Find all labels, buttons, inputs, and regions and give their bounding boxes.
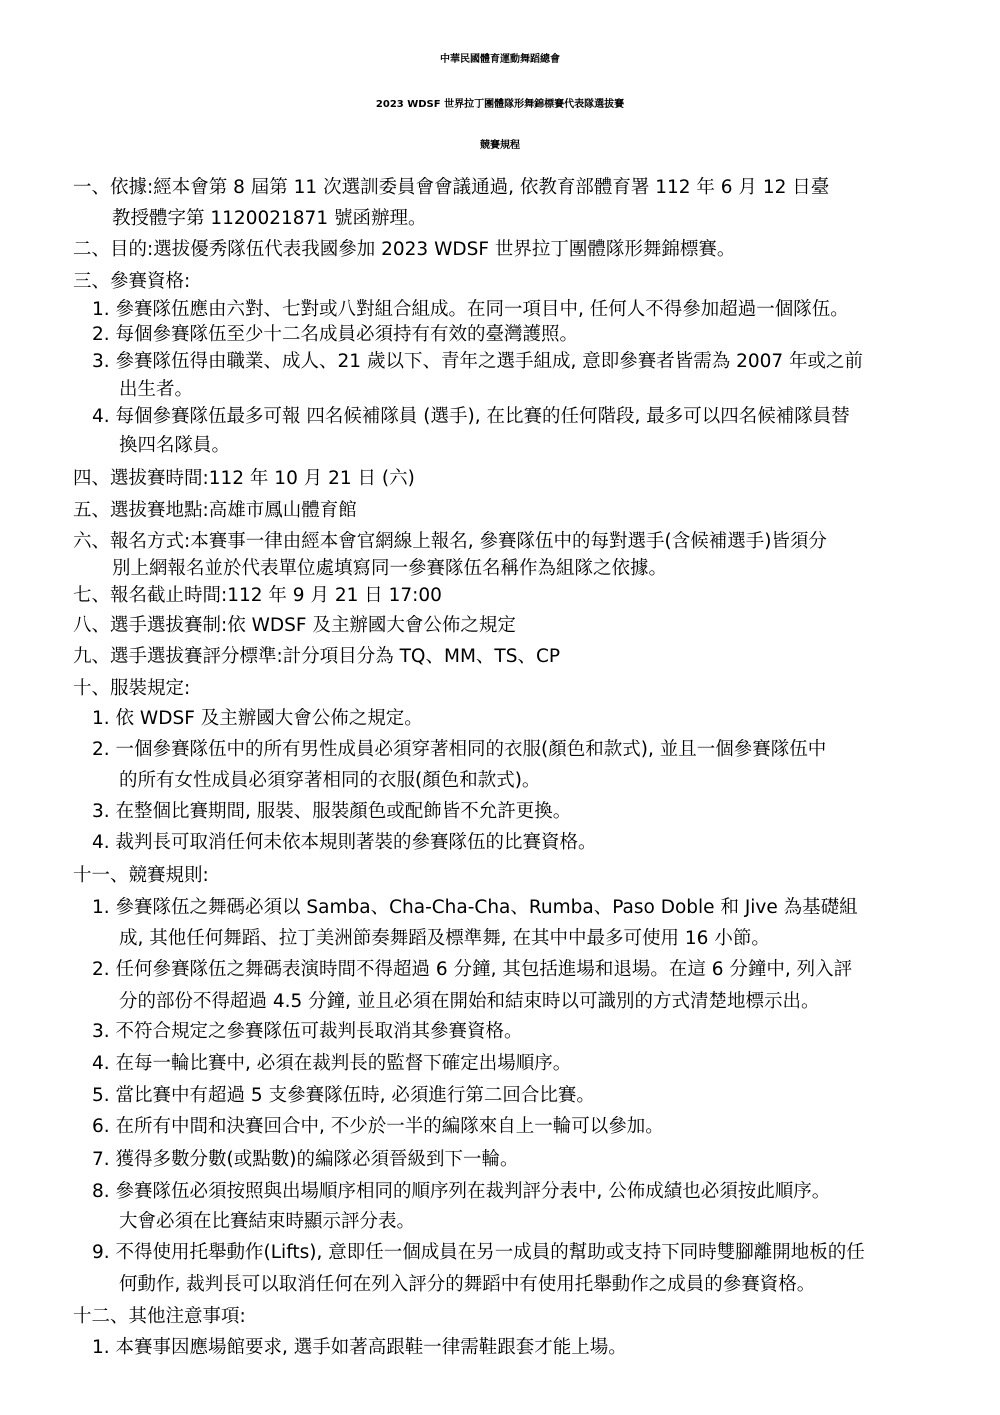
section-11-item-2-line-2: 分的部份不得超過 4.5 分鐘, 並且必須在開始和結束時以可識別的方式清楚地標示出。 [119,991,820,1012]
section-6-line-1: 六、報名方式:本賽事一律由經本會官網線上報名, 參賽隊伍中的每對選手(含候補選手)皆須分 [73,531,827,552]
section-11-item-9-line-2: 何動作, 裁判長可以取消任何在列入評分的舞蹈中有使用托舉動作之成員的參賽資格。 [119,1274,816,1295]
section-1-line-1: 一、依據:經本會第 8 屆第 11 次選訓委員會會議通過, 依教育部體育署 112 年 6 月 12 日臺 [73,177,830,198]
section-11-item-1-line-1: 1. 參賽隊伍之舞碼必須以 Samba、Cha-Cha-Cha、Rumba、Paso Doble 和 Jive 為基礎組 [92,897,858,918]
section-10-item-4: 4. 裁判長可取消任何未依本規則著裝的參賽隊伍的比賽資格。 [92,832,597,853]
section-3-item-3-line-2: 出生者。 [119,379,194,400]
section-8: 八、選手選拔賽制:依 WDSF 及主辦國大會公佈之規定 [73,615,516,636]
section-10-item-1: 1. 依 WDSF 及主辦國大會公佈之規定。 [92,708,423,729]
doc-title: 競賽規程 [480,140,520,151]
section-11-item-4: 4. 在每一輪比賽中, 必須在裁判長的監督下確定出場順序。 [92,1053,572,1074]
section-3-item-3-line-1: 3. 參賽隊伍得由職業、成人、21 歲以下、青年之選手組成, 意即參賽者皆需為 2007 年或之前 [92,351,864,372]
section-3-item-2: 2. 每個參賽隊伍至少十二名成員必須持有有效的臺灣護照。 [92,324,579,345]
section-11-item-5: 5. 當比賽中有超過 5 支參賽隊伍時, 必須進行第二回合比賽。 [92,1085,595,1106]
section-10-item-2-line-2: 的所有女性成員必須穿著相同的衣服(顏色和款式)。 [119,770,541,791]
section-11-item-9-line-1: 9. 不得使用托舉動作(Lifts), 意即任一個成員在另一成員的幫助或支持下同時雙腳離開地板的任 [92,1242,865,1263]
section-9: 九、選手選拔賽評分標準:計分項目分為 TQ、MM、TS、CP [73,646,561,667]
section-11-item-3: 3. 不符合規定之參賽隊伍可裁判長取消其參賽資格。 [92,1021,523,1042]
section-2: 二、目的:選拔優秀隊伍代表我國參加 2023 WDSF 世界拉丁團體隊形舞錦標賽。 [73,239,736,260]
section-11-item-2-line-1: 2. 任何參賽隊伍之舞碼表演時間不得超過 6 分鐘, 其包括進場和退場。在這 6 分鐘中, 列入評 [92,959,853,980]
section-3-item-1: 1. 參賽隊伍應由六對、七對或八對組合組成。在同一項目中, 任何人不得參加超過一個隊伍。 [92,299,849,320]
section-5: 五、選拔賽地點:高雄市鳳山體育館 [73,500,357,521]
section-6-line-2: 別上網報名並於代表單位處填寫同一參賽隊伍名稱作為組隊之依據。 [112,558,668,579]
section-12-heading: 十二、其他注意事項: [73,1306,246,1327]
section-11-item-1-line-2: 成, 其他任何舞蹈、拉丁美洲節奏舞蹈及標準舞, 在其中中最多可使用 16 小節。 [119,928,770,949]
section-7: 七、報名截止時間:112 年 9 月 21 日 17:00 [73,585,442,606]
section-11-item-8-line-1: 8. 參賽隊伍必須按照與出場順序相同的順序列在裁判評分表中, 公佈成績也必須按此順序。 [92,1181,831,1202]
org-title: 中華民國體育運動舞蹈總會 [440,54,560,65]
section-3-item-4-line-1: 4. 每個參賽隊伍最多可報 四名候補隊員 (選手), 在比賽的任何階段, 最多可以四名候補隊員替 [92,406,850,427]
event-title: 2023 WDSF 世界拉丁團體隊形舞錦標賽代表隊選拔賽 [375,99,625,110]
section-10-item-3: 3. 在整個比賽期間, 服裝、服裝顏色或配飾皆不允許更換。 [92,801,572,822]
section-3-item-4-line-2: 換四名隊員。 [119,435,231,456]
section-10-item-2-line-1: 2. 一個參賽隊伍中的所有男性成員必須穿著相同的衣服(顏色和款式), 並且一個參賽隊伍中 [92,739,827,760]
section-11-item-8-line-2: 大會必須在比賽結束時顯示評分表。 [119,1211,416,1232]
section-10-heading: 十、服裝規定: [73,678,191,699]
section-4: 四、選拔賽時間:112 年 10 月 21 日 (六) [73,468,415,489]
section-11-heading: 十一、競賽規則: [73,865,209,886]
section-12-item-1: 1. 本賽事因應場館要求, 選手如著高跟鞋一律需鞋跟套才能上場。 [92,1337,627,1358]
section-3-heading: 三、參賽資格: [73,271,191,292]
section-11-item-7: 7. 獲得多數分數(或點數)的編隊必須晉級到下一輪。 [92,1149,519,1170]
section-1-line-2: 教授體字第 1120021871 號函辦理。 [112,208,427,229]
section-11-item-6: 6. 在所有中間和決賽回合中, 不少於一半的編隊來自上一輪可以參加。 [92,1116,664,1137]
